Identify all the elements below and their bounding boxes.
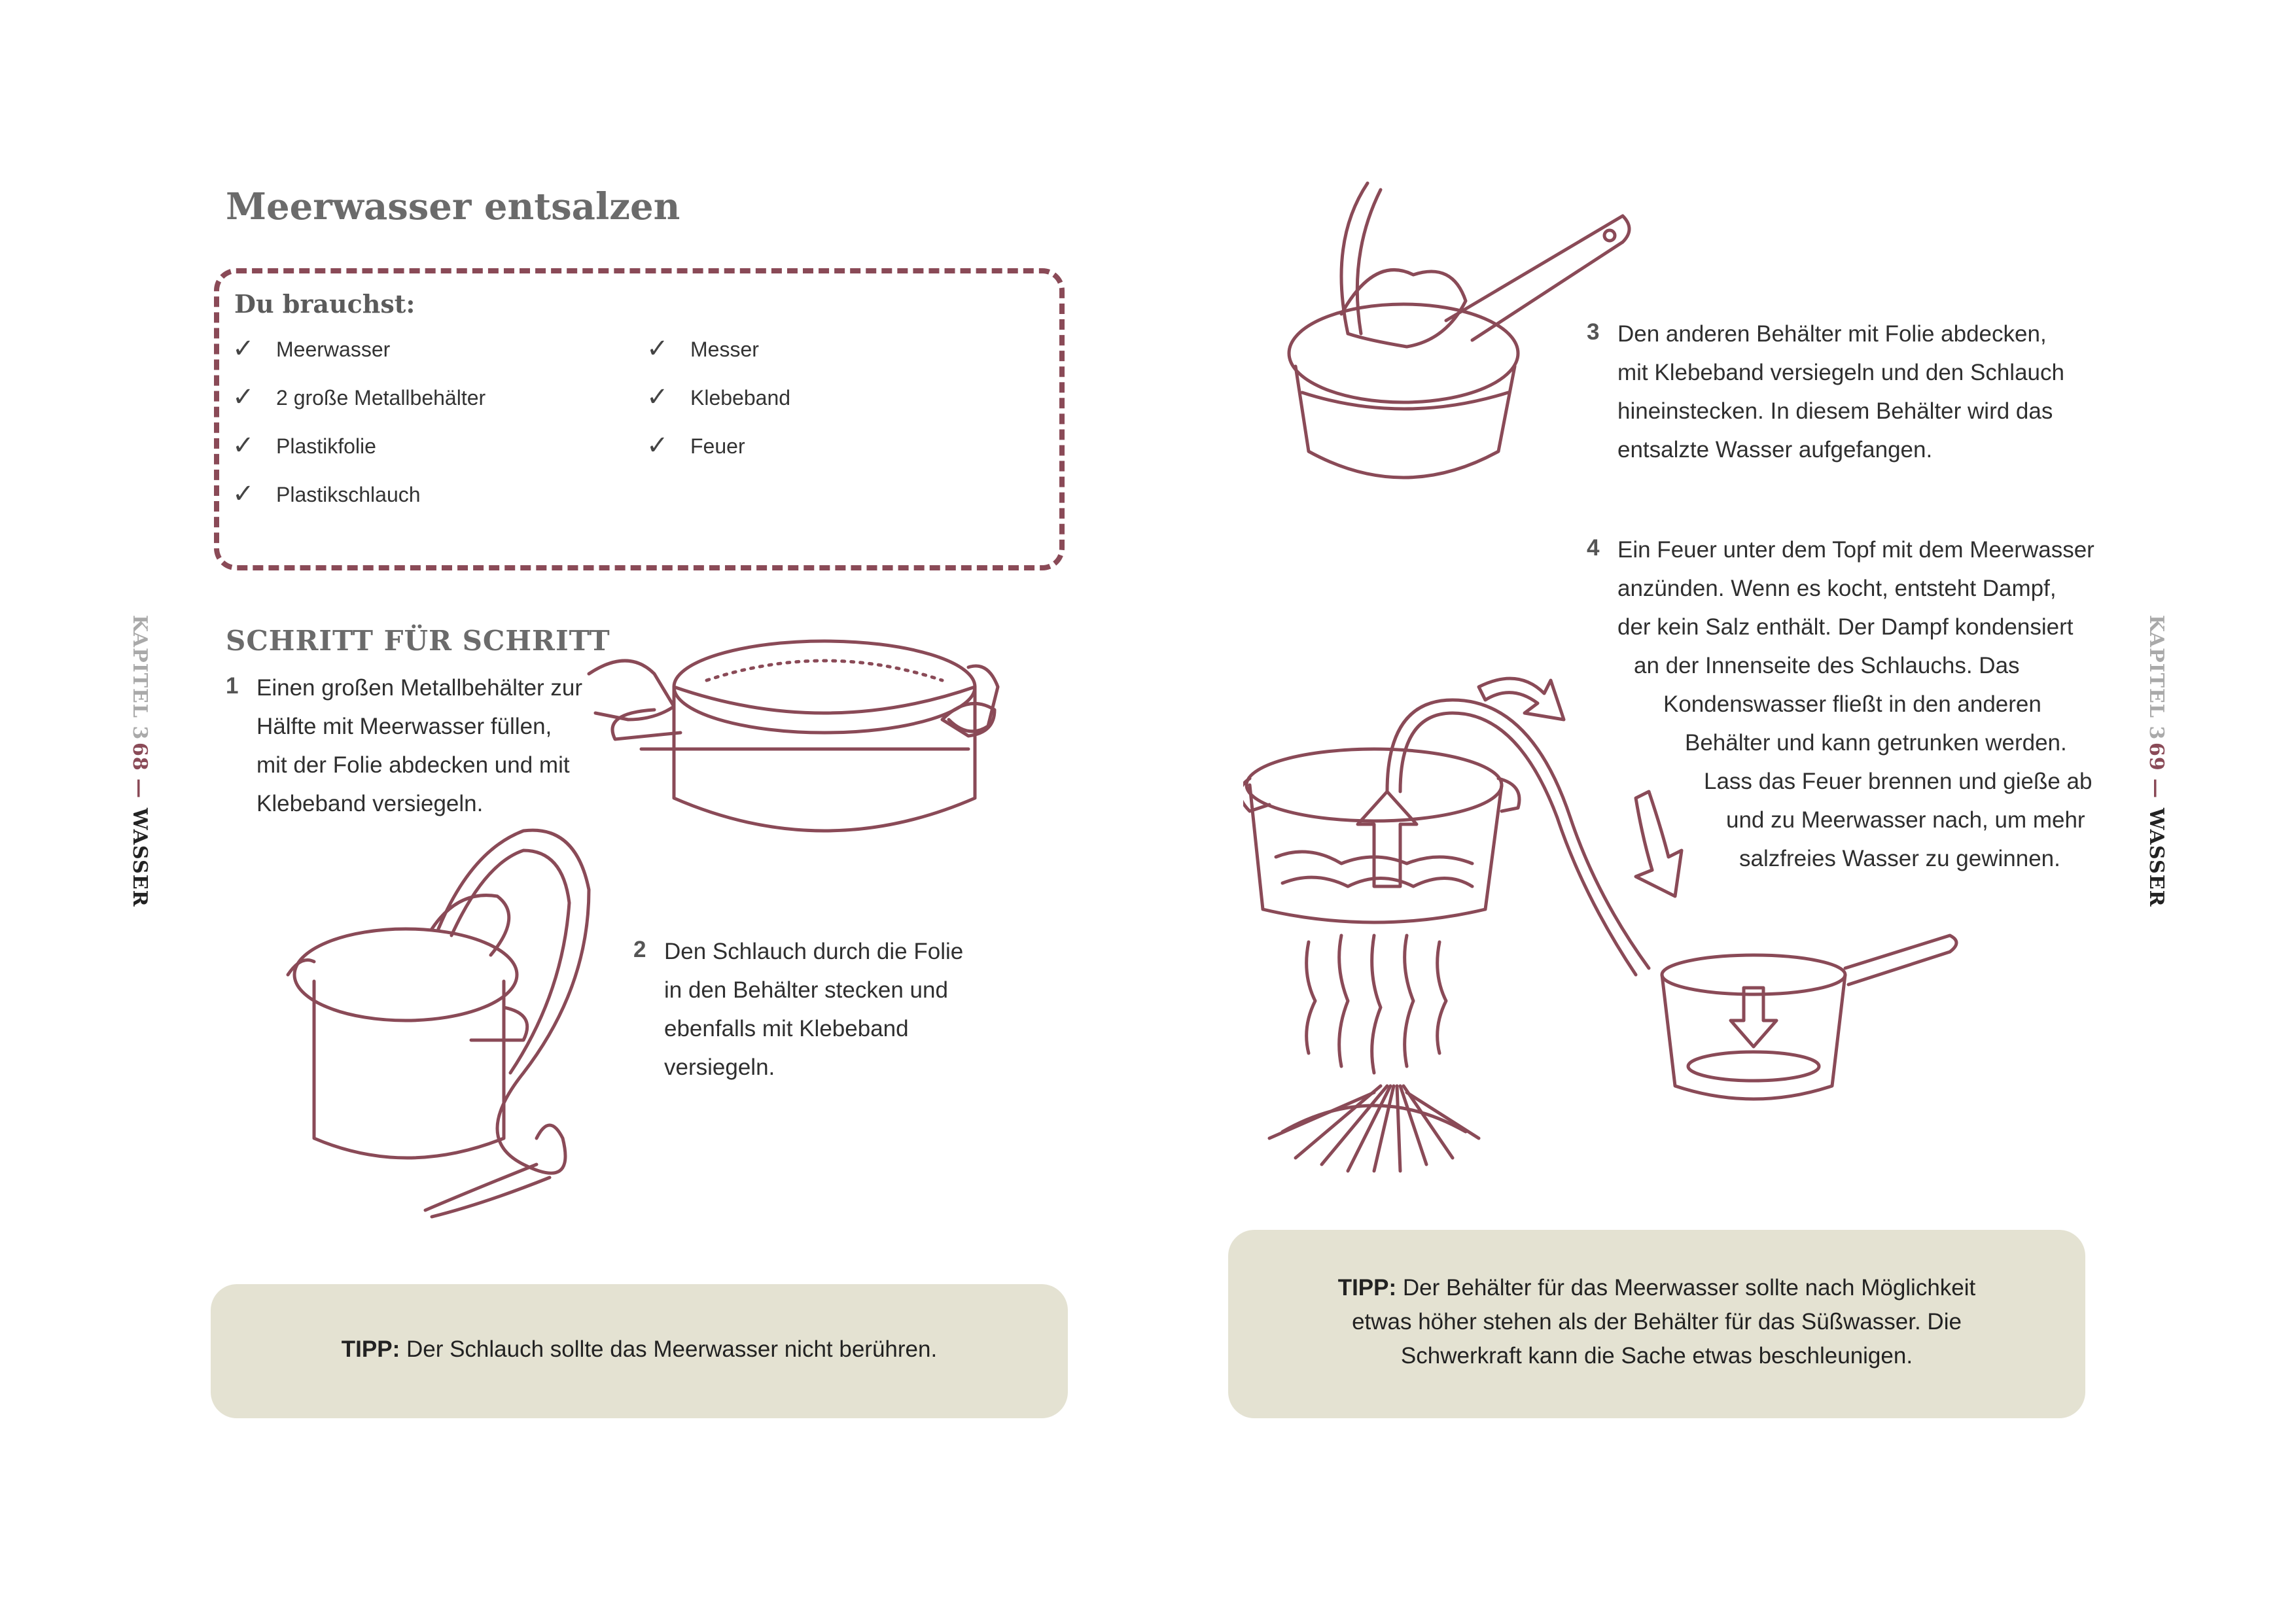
page-title: Meerwasser entsalzen [226, 185, 680, 228]
supplies-heading: Du brauchst: [234, 289, 415, 319]
step-3-text: Den anderen Behälter mit Folie abdecken, mit Klebeband versiegeln und den Schlauch hineinstecken. In diesem Behälter wird das entsalzte Wasser aufgefangen. [1617, 321, 2064, 462]
step-number: 2 [633, 937, 646, 962]
tip-text [211, 1333, 1068, 1367]
check-icon: ✓ [646, 383, 669, 411]
supply-item: Feuer [690, 434, 745, 458]
check-icon: ✓ [232, 334, 255, 363]
supply-item: 2 große Metallbehälter [276, 386, 486, 410]
supply-item: Meerwasser [276, 338, 391, 361]
distillation-illustration [1243, 661, 1976, 1184]
supply-item: Plastikfolie [276, 434, 376, 458]
step-number: 1 [226, 673, 239, 699]
pot-with-foil-illustration [576, 621, 1001, 870]
step-number: 3 [1587, 319, 1600, 345]
tip-text: TIPP: Der Behälter für das Meerwasser sollte nach Möglichkeit etwas höher stehen als der Behälter für das Süßwasser. Die Schwerkraft kann die Sache etwas beschleunigen. [1337, 1275, 1976, 1369]
steps-heading: SCHRITT FÜR SCHRITT [226, 625, 610, 657]
step-number: 4 [1587, 535, 1600, 561]
page-number: 68 [128, 742, 151, 771]
tip-label: TIPP: [341, 1336, 400, 1362]
step-1-text: Einen großen Metallbehälter zur Hälfte mit Meerwasser füllen, mit der Folie abdecken und mit Klebeband versiegeln. [256, 675, 583, 816]
check-icon: ✓ [646, 431, 669, 460]
divider-dash: — [128, 778, 151, 799]
check-icon: ✓ [232, 431, 255, 460]
pot-with-hose-illustration [275, 824, 628, 1223]
check-icon: ✓ [646, 334, 669, 363]
divider-dash: — [2145, 778, 2168, 799]
chapter-label: KAPITEL 3 [2145, 615, 2168, 741]
step-2-text: Den Schlauch durch die Folie in den Behälter stecken und ebenfalls mit Klebeband versiegeln. [664, 939, 964, 1080]
section-label: WASSER [2145, 808, 2168, 907]
chapter-label: KAPITEL 3 [128, 615, 151, 741]
pot-with-lid-illustration [1282, 177, 1649, 517]
supply-item: Klebeband [690, 386, 791, 410]
supply-item: Messer [690, 338, 759, 361]
section-label: WASSER [128, 808, 151, 907]
tip-body: Der Schlauch sollte das Meerwasser nicht berühren. [406, 1336, 938, 1362]
supply-item: Plastikschlauch [276, 483, 421, 506]
page-number: 69 [2145, 742, 2168, 771]
check-icon: ✓ [232, 383, 255, 411]
check-icon: ✓ [232, 480, 255, 508]
tip-label: TIPP: [1337, 1275, 1397, 1300]
